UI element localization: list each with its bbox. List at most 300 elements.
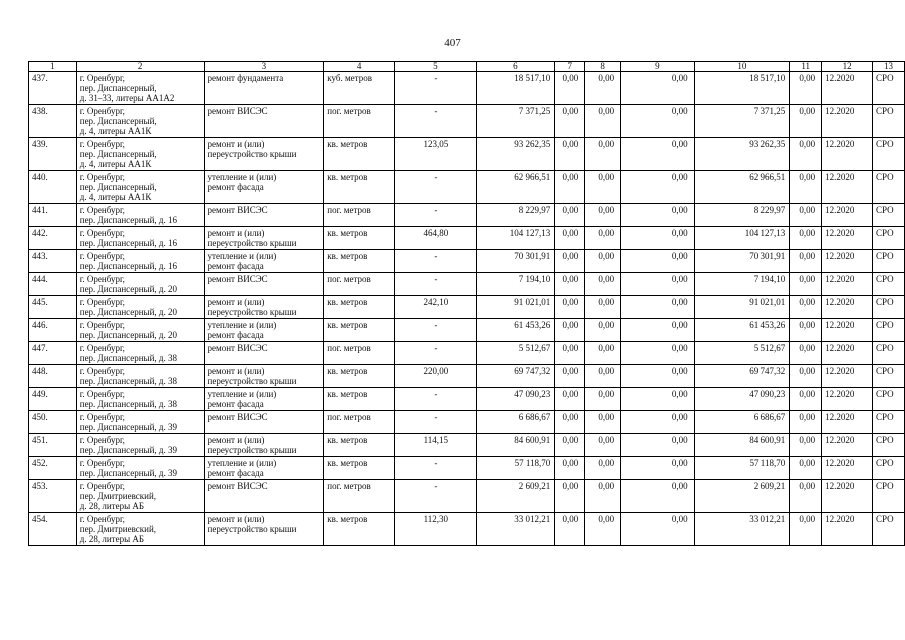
row-number: 445. [29, 296, 77, 319]
volume-cell: 242,10 [395, 296, 477, 319]
amount-cell: 0,00 [790, 480, 822, 513]
total-cost-cell: 47 090,23 [476, 388, 555, 411]
amount-cell: 0,00 [790, 227, 822, 250]
amount-cell: 5 512,67 [694, 342, 790, 365]
work-line: ремонт и (или) [207, 514, 265, 524]
date-cell: 12.2020 [822, 296, 873, 319]
amount-cell: 0,00 [790, 457, 822, 480]
amount-cell: 0,00 [585, 434, 621, 457]
amount-cell: 0,00 [555, 319, 585, 342]
address-line: г. Оренбург, [79, 106, 125, 116]
amount-cell: 0,00 [621, 434, 695, 457]
total-cost-cell: 70 301,91 [476, 250, 555, 273]
address-cell [76, 319, 204, 342]
volume-cell: - [395, 273, 477, 296]
unit-cell: кв. метров [324, 388, 395, 411]
amount-cell: 0,00 [555, 171, 585, 204]
column-header: 10 [694, 62, 790, 72]
amount-cell: 6 686,67 [694, 411, 790, 434]
volume-cell: - [395, 319, 477, 342]
work-line: ремонт и (или) [207, 366, 265, 376]
table-row [29, 513, 905, 546]
amount-cell: 0,00 [585, 72, 621, 105]
unit-cell: кв. метров [324, 513, 395, 546]
address-line: г. Оренбург, [79, 251, 125, 261]
amount-cell: 0,00 [790, 171, 822, 204]
amount-cell: 0,00 [555, 411, 585, 434]
work-line: ремонт и (или) [207, 435, 265, 445]
column-header: 13 [872, 62, 904, 72]
total-cost-cell: 61 453,26 [476, 319, 555, 342]
address-line: г. Оренбург, [79, 297, 125, 307]
table-row [29, 204, 905, 227]
unit-cell: кв. метров [324, 138, 395, 171]
volume-cell: - [395, 457, 477, 480]
amount-cell: 0,00 [621, 105, 695, 138]
address-line: пер. Диспансерный, д. 20 [79, 307, 177, 317]
address-line: д. 28, литеры АБ [79, 534, 145, 544]
unit-cell: кв. метров [324, 296, 395, 319]
work-line: утепление и (или) [207, 389, 277, 399]
address-line: г. Оренбург, [79, 458, 125, 468]
method-cell: СРО [872, 480, 904, 513]
volume-cell: - [395, 72, 477, 105]
amount-cell: 0,00 [585, 513, 621, 546]
work-line: переустройство крыши [207, 149, 297, 159]
work-line: переустройство крыши [207, 238, 297, 248]
address-line: г. Оренбург, [79, 205, 125, 215]
work-line: ремонт ВИСЭС [207, 412, 268, 422]
column-header: 7 [555, 62, 585, 72]
row-number: 450. [29, 411, 77, 434]
amount-cell: 2 609,21 [694, 480, 790, 513]
work-line: ремонт фасада [207, 330, 264, 340]
work-type-cell [204, 227, 324, 250]
address-cell [76, 72, 204, 105]
work-line: ремонт и (или) [207, 139, 265, 149]
work-type-cell [204, 273, 324, 296]
amount-cell: 0,00 [585, 250, 621, 273]
amount-cell: 57 118,70 [694, 457, 790, 480]
work-line: ремонт ВИСЭС [207, 274, 268, 284]
amount-cell: 7 371,25 [694, 105, 790, 138]
amount-cell: 0,00 [790, 342, 822, 365]
table-row [29, 411, 905, 434]
date-cell: 12.2020 [822, 342, 873, 365]
column-header: 2 [76, 62, 204, 72]
address-line: пер. Диспансерный, д. 20 [79, 284, 177, 294]
amount-cell: 0,00 [585, 204, 621, 227]
address-line: пер. Диспансерный, д. 38 [79, 376, 177, 386]
amount-cell: 0,00 [790, 513, 822, 546]
volume-cell: - [395, 480, 477, 513]
unit-cell: кв. метров [324, 365, 395, 388]
method-cell: СРО [872, 204, 904, 227]
address-cell [76, 342, 204, 365]
address-cell [76, 296, 204, 319]
column-number-row [29, 62, 905, 72]
address-line: пер. Диспансерный, [79, 83, 157, 93]
amount-cell: 0,00 [585, 411, 621, 434]
address-line: пер. Дмитриевский, [79, 491, 157, 501]
amount-cell: 0,00 [555, 513, 585, 546]
amount-cell: 0,00 [621, 513, 695, 546]
date-cell: 12.2020 [822, 138, 873, 171]
amount-cell: 0,00 [555, 273, 585, 296]
amount-cell: 0,00 [790, 105, 822, 138]
work-line: утепление и (или) [207, 320, 277, 330]
table-row [29, 342, 905, 365]
volume-cell: - [395, 342, 477, 365]
amount-cell: 0,00 [555, 480, 585, 513]
total-cost-cell: 57 118,70 [476, 457, 555, 480]
amount-cell: 0,00 [555, 434, 585, 457]
row-number: 451. [29, 434, 77, 457]
row-number: 446. [29, 319, 77, 342]
address-line: г. Оренбург, [79, 481, 125, 491]
total-cost-cell: 6 686,67 [476, 411, 555, 434]
work-type-cell [204, 434, 324, 457]
column-header: 6 [476, 62, 555, 72]
page-number: 407 [444, 37, 461, 49]
total-cost-cell: 18 517,10 [476, 72, 555, 105]
unit-cell: пог. метров [324, 411, 395, 434]
work-type-cell [204, 411, 324, 434]
column-header: 11 [790, 62, 822, 72]
date-cell: 12.2020 [822, 457, 873, 480]
total-cost-cell: 84 600,91 [476, 434, 555, 457]
work-line: утепление и (или) [207, 172, 277, 182]
address-line: пер. Диспансерный, д. 38 [79, 353, 177, 363]
work-line: ремонт ВИСЭС [207, 481, 268, 491]
address-line: г. Оренбург, [79, 172, 125, 182]
work-line: ремонт ВИСЭС [207, 205, 268, 215]
amount-cell: 0,00 [585, 480, 621, 513]
method-cell: СРО [872, 250, 904, 273]
amount-cell: 0,00 [585, 227, 621, 250]
work-line: ремонт и (или) [207, 297, 265, 307]
amount-cell: 0,00 [621, 250, 695, 273]
column-header: 5 [395, 62, 477, 72]
table-row [29, 250, 905, 273]
amount-cell: 0,00 [585, 105, 621, 138]
table-row [29, 319, 905, 342]
work-type-cell [204, 138, 324, 171]
amount-cell: 0,00 [621, 457, 695, 480]
address-cell [76, 204, 204, 227]
table-row [29, 457, 905, 480]
work-line: переустройство крыши [207, 524, 297, 534]
work-line: переустройство крыши [207, 307, 297, 317]
amount-cell: 0,00 [621, 296, 695, 319]
unit-cell: кв. метров [324, 434, 395, 457]
method-cell: СРО [872, 457, 904, 480]
amount-cell: 0,00 [790, 296, 822, 319]
unit-cell: пог. метров [324, 105, 395, 138]
date-cell: 12.2020 [822, 105, 873, 138]
table-row [29, 105, 905, 138]
address-line: пер. Дмитриевский, [79, 524, 157, 534]
volume-cell: 123,05 [395, 138, 477, 171]
work-type-cell [204, 480, 324, 513]
total-cost-cell: 91 021,01 [476, 296, 555, 319]
volume-cell: - [395, 411, 477, 434]
date-cell: 12.2020 [822, 365, 873, 388]
row-number: 449. [29, 388, 77, 411]
work-line: ремонт фасада [207, 182, 264, 192]
volume-cell: - [395, 171, 477, 204]
work-line: ремонт фасада [207, 261, 264, 271]
table-row [29, 480, 905, 513]
amount-cell: 8 229,97 [694, 204, 790, 227]
address-cell [76, 273, 204, 296]
address-cell [76, 227, 204, 250]
amount-cell: 61 453,26 [694, 319, 790, 342]
table-row [29, 434, 905, 457]
amount-cell: 0,00 [790, 411, 822, 434]
amount-cell: 0,00 [790, 138, 822, 171]
address-cell [76, 388, 204, 411]
row-number: 454. [29, 513, 77, 546]
amount-cell: 0,00 [621, 411, 695, 434]
address-line: пер. Диспансерный, [79, 149, 157, 159]
unit-cell: кв. метров [324, 250, 395, 273]
amount-cell: 18 517,10 [694, 72, 790, 105]
amount-cell: 0,00 [621, 227, 695, 250]
amount-cell: 0,00 [555, 138, 585, 171]
address-line: пер. Диспансерный, д. 39 [79, 468, 177, 478]
work-type-cell [204, 457, 324, 480]
row-number: 438. [29, 105, 77, 138]
amount-cell: 62 966,51 [694, 171, 790, 204]
amount-cell: 69 747,32 [694, 365, 790, 388]
amount-cell: 0,00 [790, 388, 822, 411]
row-number: 440. [29, 171, 77, 204]
work-type-cell [204, 72, 324, 105]
method-cell: СРО [872, 296, 904, 319]
amount-cell: 0,00 [621, 273, 695, 296]
total-cost-cell: 93 262,35 [476, 138, 555, 171]
amount-cell: 0,00 [790, 204, 822, 227]
total-cost-cell: 7 194,10 [476, 273, 555, 296]
column-header: 3 [204, 62, 324, 72]
row-number: 447. [29, 342, 77, 365]
method-cell: СРО [872, 365, 904, 388]
volume-cell: - [395, 204, 477, 227]
address-line: д. 4, литеры АА1К [79, 192, 152, 202]
method-cell: СРО [872, 138, 904, 171]
row-number: 444. [29, 273, 77, 296]
work-type-cell [204, 388, 324, 411]
work-type-cell [204, 319, 324, 342]
work-type-cell [204, 204, 324, 227]
column-header: 1 [29, 62, 77, 72]
amount-cell: 0,00 [585, 457, 621, 480]
date-cell: 12.2020 [822, 72, 873, 105]
address-line: пер. Диспансерный, [79, 116, 157, 126]
address-line: г. Оренбург, [79, 389, 125, 399]
date-cell: 12.2020 [822, 273, 873, 296]
work-type-cell [204, 513, 324, 546]
unit-cell: кв. метров [324, 171, 395, 204]
amount-cell: 0,00 [555, 296, 585, 319]
amount-cell: 0,00 [555, 250, 585, 273]
amount-cell: 0,00 [621, 388, 695, 411]
work-line: ремонт ВИСЭС [207, 106, 268, 116]
volume-cell: - [395, 250, 477, 273]
amount-cell: 0,00 [790, 273, 822, 296]
volume-cell: - [395, 105, 477, 138]
total-cost-cell: 2 609,21 [476, 480, 555, 513]
date-cell: 12.2020 [822, 480, 873, 513]
row-number: 443. [29, 250, 77, 273]
date-cell: 12.2020 [822, 171, 873, 204]
address-line: пер. Диспансерный, д. 38 [79, 399, 177, 409]
volume-cell: 220,00 [395, 365, 477, 388]
table-row [29, 171, 905, 204]
amount-cell: 0,00 [555, 204, 585, 227]
work-type-cell [204, 296, 324, 319]
address-line: пер. Диспансерный, д. 16 [79, 261, 177, 271]
amount-cell: 7 194,10 [694, 273, 790, 296]
amount-cell: 0,00 [585, 171, 621, 204]
total-cost-cell: 8 229,97 [476, 204, 555, 227]
amount-cell: 0,00 [790, 434, 822, 457]
table-body [29, 62, 905, 546]
amount-cell: 0,00 [555, 105, 585, 138]
method-cell: СРО [872, 434, 904, 457]
work-line: переустройство крыши [207, 445, 297, 455]
address-cell [76, 365, 204, 388]
address-line: пер. Диспансерный, д. 16 [79, 238, 177, 248]
row-number: 441. [29, 204, 77, 227]
amount-cell: 0,00 [621, 171, 695, 204]
amount-cell: 0,00 [621, 204, 695, 227]
date-cell: 12.2020 [822, 513, 873, 546]
amount-cell: 0,00 [555, 365, 585, 388]
row-number: 439. [29, 138, 77, 171]
date-cell: 12.2020 [822, 227, 873, 250]
amount-cell: 104 127,13 [694, 227, 790, 250]
address-line: г. Оренбург, [79, 139, 125, 149]
amount-cell: 0,00 [790, 72, 822, 105]
column-header: 12 [822, 62, 873, 72]
work-type-cell [204, 105, 324, 138]
address-cell [76, 480, 204, 513]
method-cell: СРО [872, 319, 904, 342]
method-cell: СРО [872, 388, 904, 411]
total-cost-cell: 62 966,51 [476, 171, 555, 204]
address-line: г. Оренбург, [79, 435, 125, 445]
table-row [29, 138, 905, 171]
method-cell: СРО [872, 513, 904, 546]
row-number: 442. [29, 227, 77, 250]
date-cell: 12.2020 [822, 411, 873, 434]
work-type-cell [204, 342, 324, 365]
amount-cell: 0,00 [585, 388, 621, 411]
row-number: 448. [29, 365, 77, 388]
amount-cell: 70 301,91 [694, 250, 790, 273]
date-cell: 12.2020 [822, 250, 873, 273]
address-line: г. Оренбург, [79, 366, 125, 376]
amount-cell: 84 600,91 [694, 434, 790, 457]
method-cell: СРО [872, 342, 904, 365]
address-line: д. 4, литеры АА1К [79, 126, 152, 136]
date-cell: 12.2020 [822, 204, 873, 227]
unit-cell: пог. метров [324, 342, 395, 365]
total-cost-cell: 104 127,13 [476, 227, 555, 250]
table-row [29, 365, 905, 388]
address-line: г. Оренбург, [79, 514, 125, 524]
address-line: пер. Диспансерный, д. 16 [79, 215, 177, 225]
table-row [29, 388, 905, 411]
address-line: пер. Диспансерный, [79, 182, 157, 192]
amount-cell: 0,00 [585, 319, 621, 342]
address-cell [76, 457, 204, 480]
row-number: 452. [29, 457, 77, 480]
method-cell: СРО [872, 411, 904, 434]
work-line: ремонт фундамента [207, 73, 284, 83]
column-header: 8 [585, 62, 621, 72]
table-row [29, 273, 905, 296]
amount-cell: 0,00 [555, 457, 585, 480]
unit-cell: кв. метров [324, 319, 395, 342]
unit-cell: пог. метров [324, 204, 395, 227]
date-cell: 12.2020 [822, 319, 873, 342]
method-cell: СРО [872, 72, 904, 105]
row-number: 437. [29, 72, 77, 105]
address-line: пер. Диспансерный, д. 39 [79, 445, 177, 455]
table-row [29, 296, 905, 319]
method-cell: СРО [872, 227, 904, 250]
amount-cell: 0,00 [555, 72, 585, 105]
method-cell: СРО [872, 171, 904, 204]
work-line: утепление и (или) [207, 458, 277, 468]
address-cell [76, 434, 204, 457]
work-line: ремонт фасада [207, 468, 264, 478]
method-cell: СРО [872, 273, 904, 296]
amount-cell: 0,00 [621, 365, 695, 388]
address-line: д. 28, литеры АБ [79, 501, 145, 511]
work-line: переустройство крыши [207, 376, 297, 386]
amount-cell: 0,00 [621, 72, 695, 105]
table-row [29, 72, 905, 105]
amount-cell: 0,00 [585, 342, 621, 365]
address-line: пер. Диспансерный, д. 20 [79, 330, 177, 340]
amount-cell: 0,00 [585, 138, 621, 171]
amount-cell: 47 090,23 [694, 388, 790, 411]
column-header: 4 [324, 62, 395, 72]
amount-cell: 0,00 [555, 342, 585, 365]
amount-cell: 0,00 [790, 250, 822, 273]
address-line: г. Оренбург, [79, 73, 125, 83]
method-cell: СРО [872, 105, 904, 138]
amount-cell: 0,00 [555, 388, 585, 411]
total-cost-cell: 69 747,32 [476, 365, 555, 388]
address-cell [76, 250, 204, 273]
amount-cell: 0,00 [621, 138, 695, 171]
work-line: утепление и (или) [207, 251, 277, 261]
volume-cell: 112,30 [395, 513, 477, 546]
amount-cell: 0,00 [555, 227, 585, 250]
work-line: ремонт и (или) [207, 228, 265, 238]
volume-cell: 464,80 [395, 227, 477, 250]
total-cost-cell: 33 012,21 [476, 513, 555, 546]
address-line: г. Оренбург, [79, 320, 125, 330]
work-type-cell [204, 365, 324, 388]
amount-cell: 91 021,01 [694, 296, 790, 319]
address-line: д. 4, литеры АА1К [79, 159, 152, 169]
